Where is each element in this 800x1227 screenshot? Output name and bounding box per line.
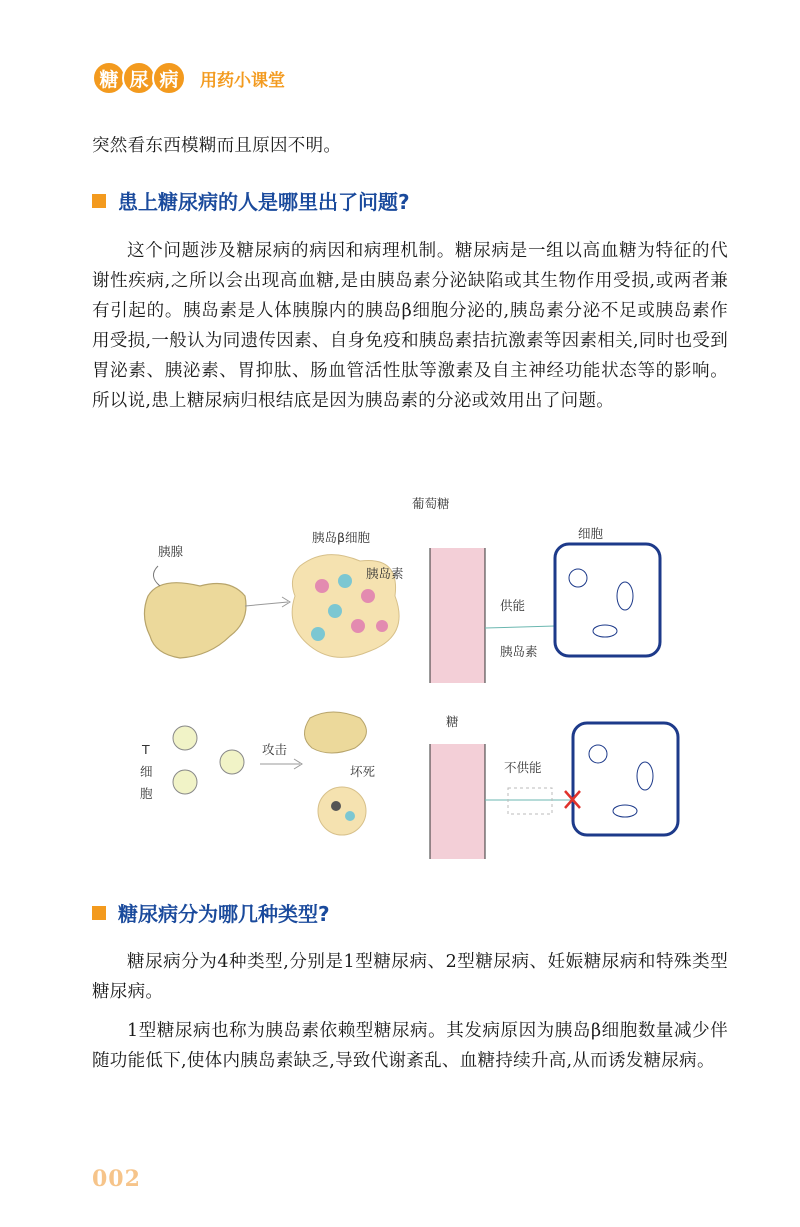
- label-no-supply: 不供能: [504, 760, 542, 775]
- section-bullet-icon: [92, 194, 106, 208]
- section-bullet-icon: [92, 906, 106, 920]
- label-necrosis: 坏死: [350, 764, 376, 779]
- page-number: 002: [92, 1166, 141, 1192]
- cell-box-1: [555, 544, 660, 656]
- label-pancreas: 胰腺: [158, 544, 184, 559]
- blood-vessel-1: [430, 548, 485, 683]
- blood-vessel-2: [430, 744, 485, 859]
- logo-char-1: 糖: [92, 61, 126, 95]
- label-t-cell-3: 胞: [140, 786, 153, 801]
- illustration-svg: [100, 486, 700, 864]
- label-cell: 细胞: [578, 526, 604, 541]
- label-glucose: 葡萄糖: [412, 496, 450, 511]
- label-attack: 攻击: [262, 742, 288, 757]
- logo-char-3: 病: [152, 61, 186, 95]
- label-supply: 供能: [500, 598, 526, 613]
- section-2-heading: [92, 898, 330, 927]
- header-subtitle: 用药小课堂: [200, 70, 285, 91]
- label-insulin-2: 胰岛素: [500, 644, 538, 659]
- supply-line: [485, 626, 555, 628]
- section-1-paragraph: 这个问题涉及糖尿病的病因和病理机制。糖尿病是一组以高血糖为特征的代谢性疾病,之所以会出现高血糖,是由胰岛素分泌缺陷或其生物作用受损,或两者兼有引起的。胰岛素是人体胰腺内的胰岛β细胞分泌的,胰岛素分泌不足或胰岛素作用受损,一般认为同遗传因素、自身免疫和胰岛素拮抗激素等因素相关,同时也受到胃泌素、胰泌素、胃抑肽、肠血管活性肽等激素及自主神经功能状态等的影响。所以说,患上糖尿病归根结底是因为胰岛素的分泌或效用出了问题。: [92, 241, 728, 411]
- pancreas-shape: [144, 583, 246, 658]
- logo-char-2: 尿: [122, 61, 156, 95]
- section-2-paragraph-1: 糖尿病分为4种类型,分别是1型糖尿病、2型糖尿病、妊娠糖尿病和特殊类型糖尿病。: [92, 952, 728, 1002]
- section-1-heading: [92, 186, 410, 215]
- label-t-cell-1: T: [142, 742, 150, 757]
- label-insulin: 胰岛素: [366, 566, 404, 581]
- section-2-title: 糖尿病分为哪几种类型?: [118, 902, 330, 926]
- cell-box-2: [573, 723, 678, 835]
- label-t-cell-2: 细: [140, 764, 153, 779]
- book-header: [92, 58, 285, 98]
- intro-line: 突然看东西模糊而且原因不明。: [92, 136, 342, 156]
- section-1-title: 患上糖尿病的人是哪里出了问题?: [118, 190, 410, 214]
- arrow-1: [245, 602, 288, 606]
- label-beta-cell: 胰岛β细胞: [312, 530, 370, 545]
- pathology-illustration: [100, 486, 700, 864]
- label-sugar: 糖: [446, 714, 459, 729]
- section-2-paragraph-2: 1型糖尿病也称为胰岛素依赖型糖尿病。其发病原因为胰岛β细胞数量减少伴随功能低下,使体内胰岛素缺乏,导致代谢紊乱、血糖持续升高,从而诱发糖尿病。: [92, 1021, 728, 1071]
